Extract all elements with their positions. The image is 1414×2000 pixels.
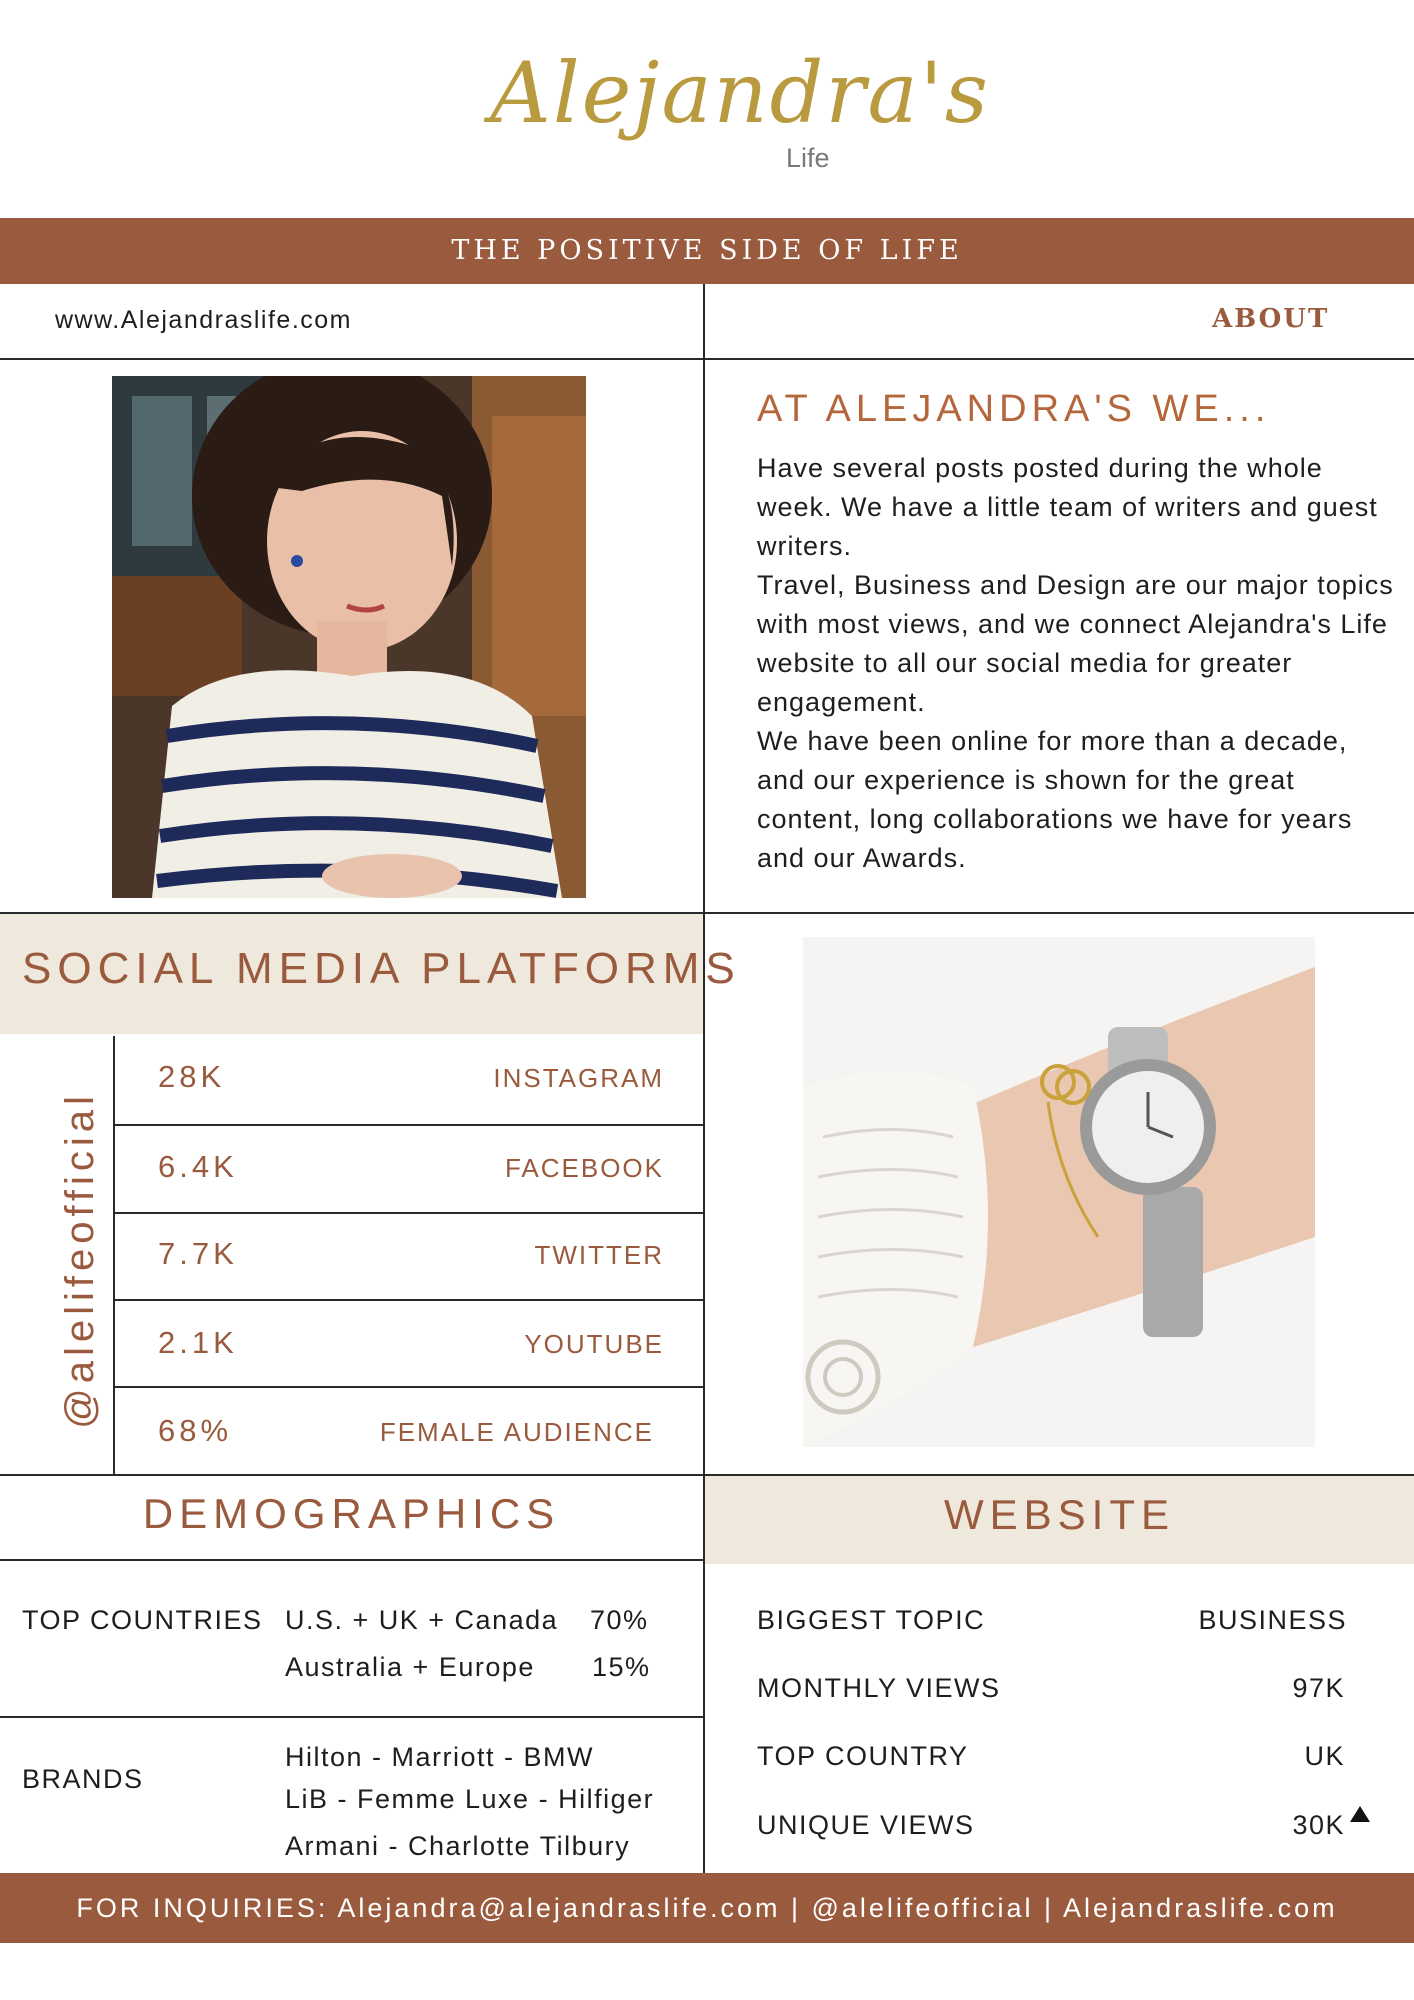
brand-line: Armani - Charlotte Tilbury xyxy=(285,1831,631,1861)
stat-label-facebook: FACEBOOK xyxy=(504,1153,664,1183)
stat-label-youtube: YOUTUBE xyxy=(524,1329,664,1359)
profile-photo xyxy=(112,376,586,898)
stat-label-twitter: TWITTER xyxy=(534,1240,664,1270)
about-heading: ABOUT xyxy=(1212,304,1330,334)
up-arrow-icon xyxy=(1350,1806,1370,1822)
stat-label-instagram: INSTAGRAM xyxy=(493,1063,664,1093)
social-title: SOCIAL MEDIA PLATFORMS xyxy=(22,944,741,993)
website-row-value: 30K xyxy=(1292,1810,1345,1840)
social-handle[interactable]: @alelifeofficial xyxy=(58,1091,102,1429)
logo-subtitle: Life xyxy=(786,143,830,173)
stat-value-facebook: 6.4K xyxy=(158,1149,238,1184)
watch-photo xyxy=(803,937,1315,1447)
about-text xyxy=(757,449,1397,878)
website-row-value: BUSINESS xyxy=(1198,1605,1347,1635)
country-name: Australia + Europe xyxy=(285,1652,535,1682)
website-title: WEBSITE xyxy=(943,1491,1176,1538)
divider xyxy=(113,1386,703,1388)
website-row-value: 97K xyxy=(1292,1673,1345,1703)
stat-value-instagram: 28K xyxy=(158,1059,226,1094)
divider xyxy=(113,1124,703,1126)
about-paragraph: We have been online for more than a decade, and our experience is shown for the great content, long collaborations we have for years and our Awards. xyxy=(757,726,1353,873)
divider xyxy=(0,358,1414,360)
top-countries-label: TOP COUNTRIES xyxy=(22,1605,263,1635)
tagline-banner: THE POSITIVE SIDE OF LIFE xyxy=(0,218,1414,284)
website-url[interactable]: www.Alejandraslife.com xyxy=(55,306,352,334)
stat-label-female-audience: FEMALE AUDIENCE xyxy=(379,1417,654,1447)
divider xyxy=(113,1299,703,1301)
brand-line: LiB - Femme Luxe - Hilfiger xyxy=(285,1784,655,1814)
divider xyxy=(0,1716,703,1718)
footer-contact: FOR INQUIRIES: Alejandra@alejandraslife.com | @alelifeofficial | Alejandraslife.com xyxy=(0,1873,1414,1943)
brand-line: Hilton - Marriott - BMW xyxy=(285,1742,595,1772)
divider xyxy=(703,284,705,1873)
divider xyxy=(0,1559,703,1561)
about-title: AT ALEJANDRA'S WE... xyxy=(757,388,1271,430)
country-percent: 15% xyxy=(592,1652,651,1682)
website-row-label: UNIQUE VIEWS xyxy=(757,1810,975,1840)
about-paragraph: Have several posts posted during the whole week. We have a little team of writers and guest writers. xyxy=(757,453,1378,561)
divider xyxy=(113,1212,703,1214)
demographics-title: DEMOGRAPHICS xyxy=(142,1490,561,1537)
country-percent: 70% xyxy=(590,1605,649,1635)
stat-value-twitter: 7.7K xyxy=(158,1236,238,1271)
website-row-label: TOP COUNTRY xyxy=(757,1741,969,1771)
brands-label: BRANDS xyxy=(22,1764,144,1794)
stat-value-female-audience: 68% xyxy=(158,1413,233,1448)
logo-script: Alejandra's xyxy=(490,44,990,142)
website-row-label: BIGGEST TOPIC xyxy=(757,1605,986,1635)
about-paragraph: Travel, Business and Design are our major topics with most views, and we connect Alejandra's Life website to all our social media for greater engagement. xyxy=(757,570,1394,717)
website-row-value: UK xyxy=(1304,1741,1345,1771)
website-row-label: MONTHLY VIEWS xyxy=(757,1673,1001,1703)
country-name: U.S. + UK + Canada xyxy=(285,1605,559,1635)
stat-value-youtube: 2.1K xyxy=(158,1325,238,1360)
